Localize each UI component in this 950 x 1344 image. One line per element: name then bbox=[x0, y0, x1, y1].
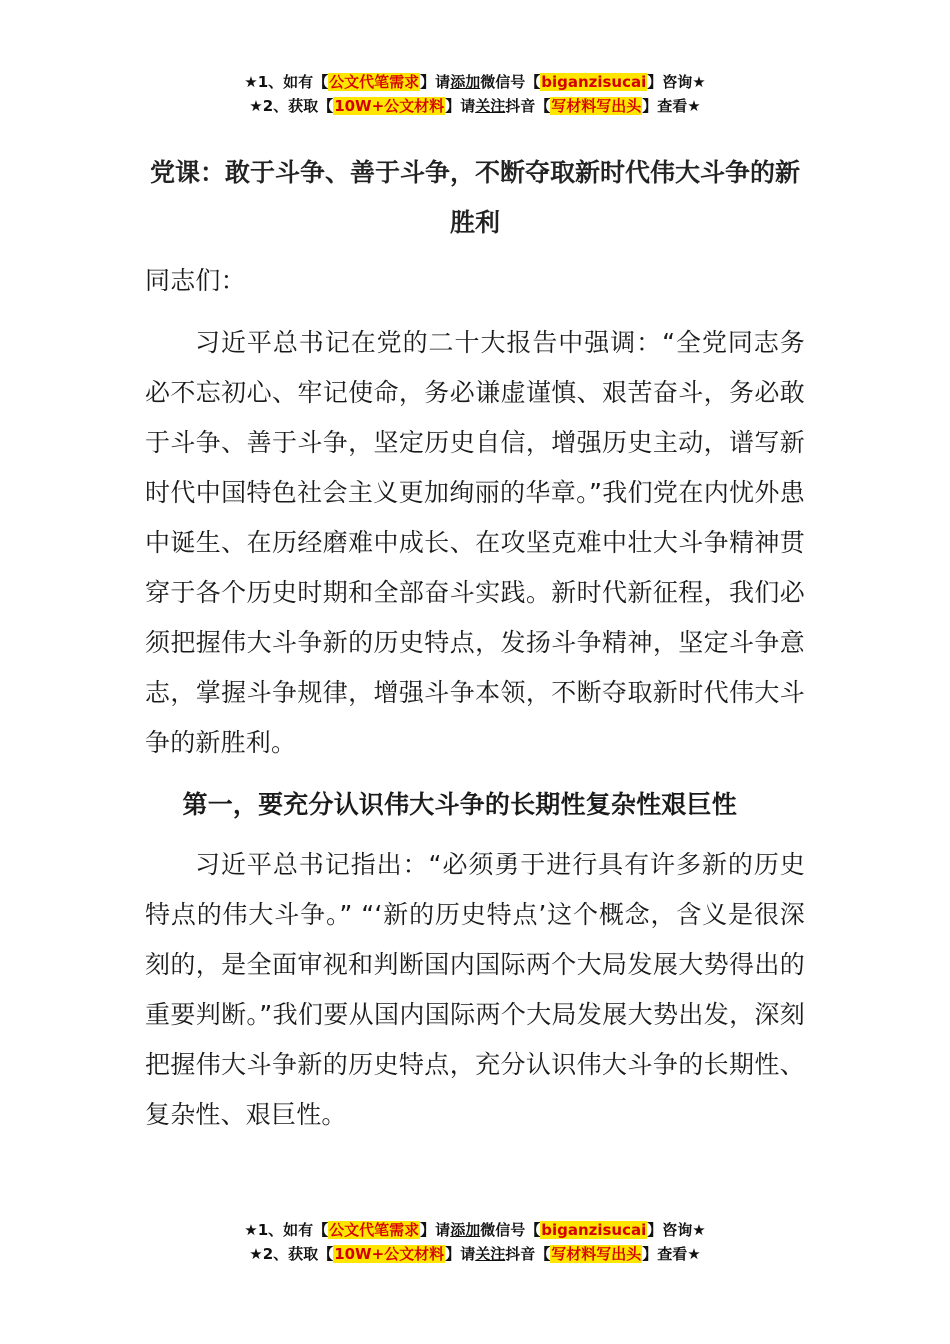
banner-highlight: 公文代笔需求 bbox=[329, 1221, 420, 1239]
banner-highlight: 公文代笔需求 bbox=[329, 73, 420, 91]
banner-wechat-id: biganzisucai bbox=[541, 73, 647, 91]
banner-douyin-id: 写材料写出头 bbox=[551, 97, 642, 115]
banner-text: 】查看★ bbox=[642, 97, 701, 115]
bottom-banner bbox=[0, 1218, 950, 1266]
banner-underlined-text: 关注 bbox=[475, 97, 506, 115]
banner-wechat-id: biganzisucai bbox=[541, 1221, 647, 1239]
banner-text: 】请 bbox=[445, 1245, 476, 1263]
banner-text: ★1、如有【 bbox=[244, 1221, 329, 1239]
document-title: 党课：敢于斗争、善于斗争，不断夺取新时代伟大斗争的新胜利 bbox=[149, 158, 800, 237]
banner-text: ★1、如有【 bbox=[244, 73, 329, 91]
banner-highlight: 10W+公文材料 bbox=[334, 97, 445, 115]
paragraph: 习近平总书记在党的二十大报告中强调：“全党同志务必不忘初心、牢记使命，务必谦虚谨慎、艰苦奋斗，务必敢于斗争、善于斗争，坚定历史自信，增强历史主动，谱写新时代中国特色社会主义更加绚丽的华章。”我们党在内忧外患中诞生、在历经磨难中成长、在攻坚克难中壮大斗争精神贯穿于各个历史时期和全部奋斗实践。新时代新征程，我们必须把握伟大斗争新的历史特点，发扬斗争精神，坚定斗争意志，掌握斗争规律，增强斗争本领，不断夺取新时代伟大斗争的新胜利。 bbox=[145, 328, 805, 757]
banner-text: 】请 bbox=[420, 73, 451, 91]
banner-text: ★2、获取【 bbox=[249, 1245, 334, 1263]
banner-highlight: 10W+公文材料 bbox=[334, 1245, 445, 1263]
banner-text: 微信号【 bbox=[480, 1221, 541, 1239]
banner-line-2 bbox=[0, 94, 950, 118]
banner-text: 】请 bbox=[420, 1221, 451, 1239]
banner-text: 】查看★ bbox=[642, 1245, 701, 1263]
banner-underlined-text: 添加 bbox=[450, 73, 481, 91]
document-body bbox=[145, 256, 805, 1140]
banner-text: ★2、获取【 bbox=[249, 97, 334, 115]
banner-text: 抖音【 bbox=[505, 1245, 551, 1263]
banner-text: 】咨询★ bbox=[647, 73, 706, 91]
banner-douyin-id: 写材料写出头 bbox=[551, 1245, 642, 1263]
paragraph: 习近平总书记指出：“必须勇于进行具有许多新的历史特点的伟大斗争。” “‘新的历史特点’这个概念，含义是很深刻的，是全面审视和判断国内国际两个大局发展大势得出的重要判断。”我们要从国内国际两个大局发展大势出发，深刻把握伟大斗争新的历史特点，充分认识伟大斗争的长期性、复杂性、艰巨性。 bbox=[145, 850, 805, 1129]
banner-underlined-text: 关注 bbox=[475, 1245, 506, 1263]
banner-text: 】咨询★ bbox=[647, 1221, 706, 1239]
banner-line-1 bbox=[0, 1218, 950, 1242]
banner-underlined-text: 添加 bbox=[450, 1221, 481, 1239]
banner-line-1 bbox=[0, 70, 950, 94]
banner-line-2 bbox=[0, 1242, 950, 1266]
banner-text: 】请 bbox=[445, 97, 476, 115]
greeting: 同志们： bbox=[145, 266, 246, 295]
top-banner bbox=[0, 70, 950, 118]
section-heading: 第一，要充分认识伟大斗争的长期性复杂性艰巨性 bbox=[182, 790, 737, 819]
banner-text: 抖音【 bbox=[505, 97, 551, 115]
banner-text: 微信号【 bbox=[480, 73, 541, 91]
